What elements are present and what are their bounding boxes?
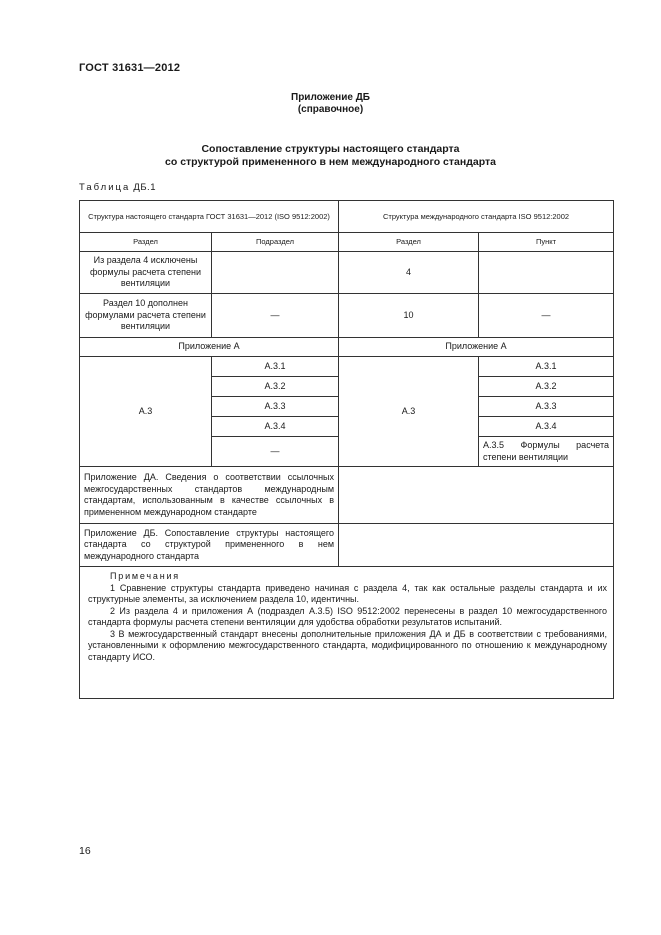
sub-right-a32: А.3.2 [479,377,614,397]
appendix-da-right-empty [339,467,614,524]
appendix-subtitle: (справочное) [297,104,364,115]
table-subhead-row [80,233,614,252]
page-number: 16 [79,845,91,857]
sub-left-a31: А.3.1 [212,357,339,377]
table-head-row [80,201,614,233]
section-heading [0,143,661,169]
comparison-table [79,200,614,699]
appendix-title: Приложение ДБ [291,92,370,103]
col-section-left: Раздел [80,233,212,252]
row2-left-section: Раздел 10 дополнен формулами расчета степени вентиляции [80,294,212,338]
row2-right-item: — [479,294,614,338]
row1-left-subsection [212,252,339,294]
sub-left-a32: А.3.2 [212,377,339,397]
sub-right-a35: А.3.5 Формулы расчета степени вентиляции [479,437,614,467]
note-1: 1 Сравнение структуры стандарта приведено начиная с раздела 4, так как остальные разделы стандарта и их структурные элементы, за исключением раздела 10, идентичны. [88,582,608,604]
table-row [80,252,614,294]
table-caption [79,182,156,193]
head-international-structure: Структура международного стандарта ISO 9512:2002 [339,201,614,233]
col-item-right: Пункт [479,233,614,252]
table-row [80,338,614,357]
appendix-db-row: Приложение ДБ. Сопоставление структуры настоящего стандарта со структурой примененного в нем международного стандарта [80,524,339,567]
notes-row [80,567,614,699]
head-national-structure: Структура настоящего стандарта ГОСТ 31631—2012 (ISO 9512:2002) [80,201,339,233]
sub-right-a31: А.3.1 [479,357,614,377]
table-caption-number: ДБ.1 [133,182,156,193]
sub-left-empty: — [212,437,339,467]
section-title-line-2: со структурой примененного в нем международного стандарта [165,156,496,168]
row2-left-subsection: — [212,294,339,338]
appendix-a-left: Приложение А [80,338,339,357]
row1-right-section: 4 [339,252,479,294]
document-code: ГОСТ 31631—2012 [79,62,181,74]
notes-heading: Примечания [110,571,180,581]
note-3: 3 В межгосударственный стандарт внесены дополнительные приложения ДА и ДБ в соответствии с требованиями, установленными к оформлению межгосударственного стандарта, модифицированного по отношению к международному стандарту ИСО. [88,628,608,662]
a3-left: А.3 [80,357,212,467]
row1-right-item [479,252,614,294]
table-row [80,524,614,567]
col-section-right: Раздел [339,233,479,252]
sub-left-a33: А.3.3 [212,397,339,417]
row1-left-section: Из раздела 4 исключены формулы расчета степени вентиляции [80,252,212,294]
appendix-da-row: Приложение ДА. Сведения о соответствии ссылочных межгосударственных стандартов международным стандартам, использованным в качестве ссылочных в примененном международном стандарте [80,467,339,524]
table-row [80,357,614,377]
sub-left-a34: А.3.4 [212,417,339,437]
sub-right-a34: А.3.4 [479,417,614,437]
col-subsection-left: Подраздел [212,233,339,252]
row2-right-section: 10 [339,294,479,338]
sub-right-a33: А.3.3 [479,397,614,417]
appendix-a-right: Приложение А [339,338,614,357]
appendix-db-right-empty [339,524,614,567]
appendix-heading [0,92,661,116]
table-caption-word: Таблица [79,182,131,193]
a3-right: А.3 [339,357,479,467]
note-2: 2 Из раздела 4 и приложения А (подраздел А.3.5) ISO 9512:2002 перенесены в раздел 10 межгосударственного стандарта формулы расчета степени вентиляции для удобства обработки результатов испытаний. [88,605,608,627]
table-row [80,467,614,524]
table-row [80,294,614,338]
section-title-line-1: Сопоставление структуры настоящего стандарта [201,143,460,155]
notes-cell [80,567,614,699]
